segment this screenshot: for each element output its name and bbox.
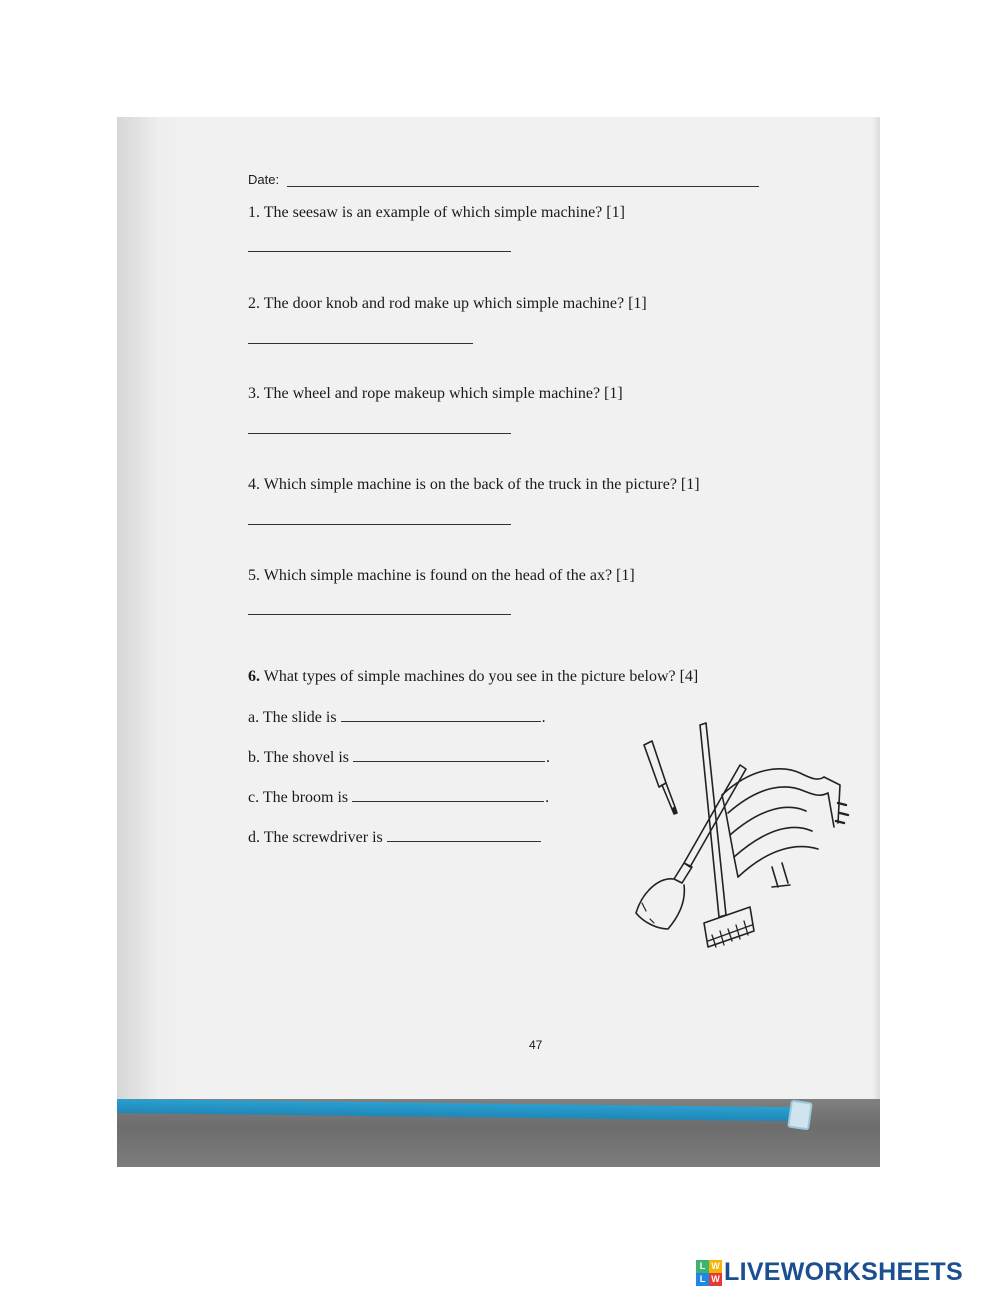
fill-in-broom-blank[interactable] [352, 788, 544, 802]
screwdriver-icon [644, 741, 677, 814]
fill-in-slide-period: . [541, 709, 546, 726]
question-5-text: Which simple machine is found on the head of the ax? [1] [263, 567, 635, 584]
answer-line-4[interactable] [248, 524, 511, 525]
book-cover-corner [787, 1100, 813, 1131]
tools-drawing [622, 717, 852, 957]
page-shadow-left [117, 117, 187, 1107]
question-3-text: The wheel and rope makeup which simple machine? [1] [263, 385, 623, 402]
fill-in-shovel-label: b. The shovel is [248, 749, 350, 766]
page-number: 47 [529, 1038, 543, 1052]
fill-in-screwdriver [248, 828, 542, 847]
fill-in-shovel [248, 748, 550, 767]
question-4-number: 4. [248, 476, 260, 493]
date-label: Date: [248, 172, 280, 187]
fill-in-screwdriver-blank[interactable] [387, 828, 541, 842]
fill-in-shovel-period: . [546, 749, 551, 766]
question-2-number: 2. [248, 295, 260, 312]
fill-in-broom-label: c. The broom is [248, 789, 349, 806]
question-6-text: What types of simple machines do you see in the picture below? [4] [263, 668, 699, 685]
fill-in-slide [248, 708, 546, 727]
question-5-number: 5. [248, 567, 260, 584]
shovel-icon [636, 765, 746, 929]
liveworksheets-logo-text: LIVEWORKSHEETS [724, 1258, 963, 1286]
date-input-line[interactable] [287, 186, 759, 187]
fill-in-broom-period: . [545, 789, 550, 806]
question-6 [248, 668, 698, 686]
question-1-text: The seesaw is an example of which simple machine? [1] [263, 204, 625, 221]
question-3 [248, 385, 623, 403]
question-4 [248, 476, 700, 494]
question-3-number: 3. [248, 385, 260, 402]
question-4-text: Which simple machine is on the back of the truck in the picture? [1] [263, 476, 700, 493]
logo-tile-4: W [709, 1273, 722, 1286]
scanned-page [117, 117, 880, 1167]
question-1-number: 1. [248, 204, 260, 221]
liveworksheets-logo-icon [696, 1260, 722, 1286]
answer-line-1[interactable] [248, 251, 511, 252]
logo-tile-2: W [709, 1260, 722, 1273]
question-6-number: 6. [248, 668, 260, 685]
answer-line-2[interactable] [248, 343, 473, 344]
logo-tile-3: L [696, 1273, 709, 1286]
page-edge-right [872, 117, 880, 1107]
question-5 [248, 567, 635, 585]
fill-in-shovel-blank[interactable] [353, 748, 545, 762]
answer-line-3[interactable] [248, 433, 511, 434]
question-2-text: The door knob and rod make up which simple machine? [1] [263, 295, 647, 312]
logo-tile-1: L [696, 1260, 709, 1273]
liveworksheets-logo[interactable] [696, 1258, 963, 1287]
answer-line-5[interactable] [248, 614, 511, 615]
fill-in-screwdriver-label: d. The screwdriver is [248, 829, 383, 846]
question-1 [248, 204, 625, 222]
fill-in-slide-label: a. The slide is [248, 709, 337, 726]
fill-in-slide-blank[interactable] [341, 708, 541, 722]
question-2 [248, 295, 647, 313]
fill-in-broom [248, 788, 549, 807]
slide-icon [722, 769, 848, 887]
